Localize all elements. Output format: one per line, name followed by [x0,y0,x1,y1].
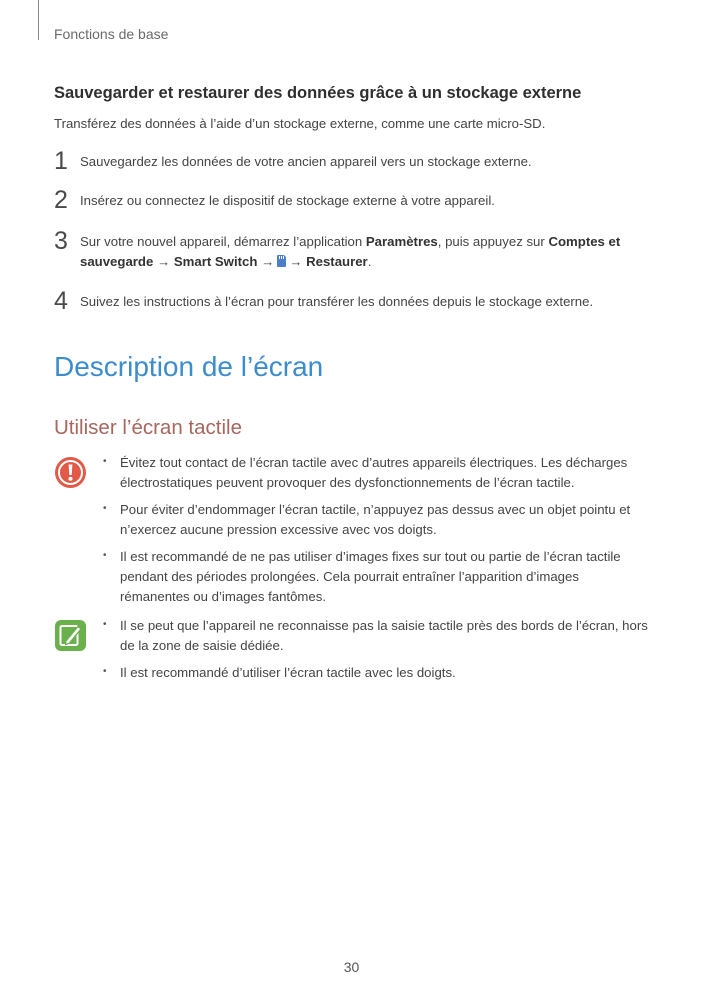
header-divider [38,0,39,40]
sd-card-icon [277,255,286,267]
arrow-icon: → [261,254,275,269]
caution-icon [54,456,87,489]
list-item: • Pour éviter d’endommager l’écran tactile, n’appuyez pas dessus avec un objet pointu et n’exercez aucune pression excessive avec vos doigts. [103,500,648,540]
menu-path-restore: Restaurer [306,254,368,269]
section-title: Sauvegarder et restaurer des données grâce à un stockage externe [54,84,582,102]
caution-list [103,453,648,614]
list-item: • Il est recommandé de ne pas utiliser d’images fixes sur tout ou partie de l’écran tactile pendant des périodes prolongées. Cela pourrait entraîner l’apparition d’images rémanentes ou d’images fantômes. [103,547,648,607]
step-text-end: . [367,254,372,269]
step-text-mid: , puis appuyez sur [437,234,549,249]
list-item: • Il se peut que l’appareil ne reconnaisse pas la saisie tactile près des bords de l’écran, hors de la zone de saisie dédiée. [103,616,648,656]
app-name-settings: Paramètres [365,234,438,249]
step-text-pre: Sur votre nouvel appareil, démarrez l’application [80,234,366,249]
page-number: 30 [343,959,360,975]
step-text: Suivez les instructions à l’écran pour transférer les données depuis le stockage externe. [80,294,594,309]
step-number: 1 [54,147,68,175]
heading-screen-description: Description de l’écran [54,351,324,382]
step-text: Sauvegardez les données de votre ancien appareil vers un stockage externe. [80,154,532,169]
arrow-icon: → [156,254,171,269]
step-text [80,232,650,272]
arrow-icon: → [289,254,303,269]
step-number: 2 [54,186,68,214]
note-list [103,616,648,690]
intro-text: Transférez des données à l’aide d’un stockage externe, comme une carte micro-SD. [54,116,546,131]
header-section-title: Fonctions de base [54,26,169,42]
step-number: 3 [54,227,68,255]
list-item: • Évitez tout contact de l’écran tactile avec d’autres appareils électriques. Les décharges électrostatiques peuvent provoquer des dysfonctionnements de l’écran tactile. [103,453,648,493]
heading-touchscreen: Utiliser l’écran tactile [54,416,242,439]
menu-path-accounts-backup: Comptes et sauvegarde [80,234,621,269]
step-text: Insérez ou connectez le dispositif de stockage externe à votre appareil. [80,193,495,208]
list-item: • Il est recommandé d’utiliser l’écran tactile avec les doigts. [103,663,648,683]
menu-path-smart-switch: Smart Switch [173,254,258,269]
note-pencil-icon [54,619,87,652]
step-number: 4 [54,287,68,315]
